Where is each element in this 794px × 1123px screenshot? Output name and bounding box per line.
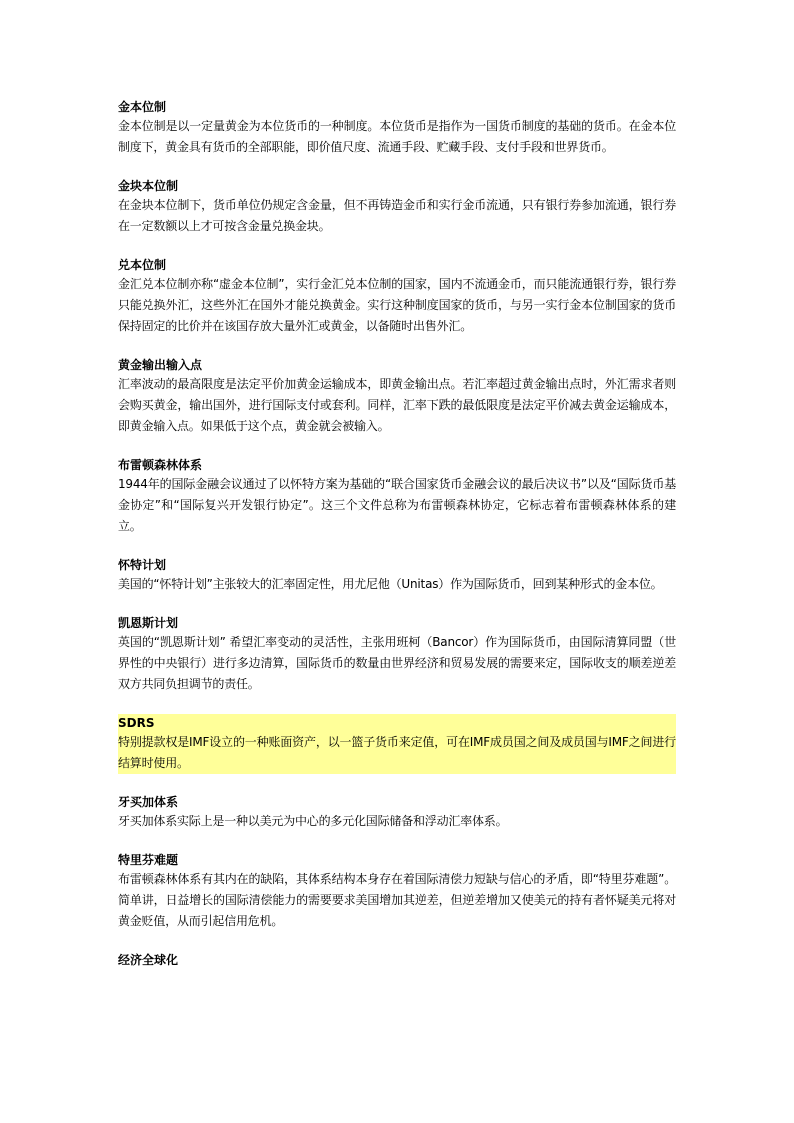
term-heading: 牙买加体系 — [118, 795, 179, 809]
term-definition: 美国的“怀特计划”主张较大的汇率固定性，用尤尼他（Unitas）作为国际货币，回到某种形式的金本位。 — [118, 577, 663, 591]
term-heading: 布雷顿森林体系 — [118, 458, 203, 472]
term-definition: 汇率波动的最高限度是法定平价加黄金运输成本，即黄金输出点。若汇率超过黄金输出点时，外汇需求者则会购买黄金，输出国外，进行国际支付或套利。同样，汇率下跌的最低限度是法定平价减去黄金运输成本，即黄金输入点。如果低于这个点，黄金就会被输入。 — [118, 377, 676, 433]
glossary-entry-globalization — [118, 951, 676, 969]
glossary-entry-triffin-dilemma — [118, 851, 676, 932]
term-definition: 金本位制是以一定量黄金为本位货币的一种制度。本位货币是指作为一国货币制度的基础的货币。在金本位制度下，黄金具有货币的全部职能，即价值尺度、流通手段、贮藏手段、支付手段和世界货币。 — [118, 119, 676, 154]
term-heading: 黄金输出输入点 — [118, 358, 203, 372]
glossary-entry-white-plan — [118, 556, 676, 595]
term-definition: 牙买加体系实际上是一种以美元为中心的多元化国际储备和浮动汇率体系。 — [118, 814, 508, 828]
glossary-entry-gold-bullion-standard — [118, 177, 676, 237]
document-page — [118, 98, 676, 988]
term-heading: 特里芬难题 — [118, 853, 179, 867]
glossary-entry-bretton-woods — [118, 456, 676, 537]
term-definition: 英国的“凯恩斯计划” 希望汇率变动的灵活性，主张用班柯（Bancor）作为国际货币，由国际清算同盟（世界性的中央银行）进行多边清算，国际货币的数量由世界经济和贸易发展的需要来定，国际收支的顺差逆差双方共同负担调节的责任。 — [118, 635, 676, 691]
glossary-entry-keynes-plan — [118, 614, 676, 695]
term-heading: 怀特计划 — [118, 558, 167, 572]
term-heading: SDRS — [118, 716, 155, 730]
glossary-entry-exchange-standard — [118, 256, 676, 337]
glossary-entry-gold-points — [118, 356, 676, 437]
term-definition: 1944年的国际金融会议通过了以怀特方案为基础的“联合国家货币金融会议的最后决议书”以及“国际货币基金协定”和“国际复兴开发银行协定”。这三个文件总称为布雷顿森林协定，它标志着布雷顿森林体系的建立。 — [118, 477, 676, 533]
term-heading: 金块本位制 — [118, 179, 179, 193]
term-heading: 经济全球化 — [118, 953, 179, 967]
term-heading: 兑本位制 — [118, 258, 167, 272]
glossary-entry-gold-standard — [118, 98, 676, 158]
glossary-entry-jamaica-system — [118, 793, 676, 832]
term-definition: 金汇兑本位制亦称“虚金本位制”，实行金汇兑本位制的国家，国内不流通金币，而只能流通银行券，银行券只能兑换外汇，这些外汇在国外才能兑换黄金。实行这种制度国家的货币，与另一实行金本位制国家的货币保持固定的比价并在该国存放大量外汇或黄金，以备随时出售外汇。 — [118, 277, 676, 333]
term-heading: 金本位制 — [118, 100, 167, 114]
glossary-entry-sdrs — [118, 714, 676, 774]
term-definition: 特别提款权是IMF设立的一种账面资产，以一篮子货币来定值，可在IMF成员国之间及成员国与IMF之间进行结算时使用。 — [118, 735, 676, 770]
term-definition: 在金块本位制下，货币单位仍规定含金量，但不再铸造金币和实行金币流通，只有银行券参加流通，银行券在一定数额以上才可按含金量兑换金块。 — [118, 198, 676, 233]
term-definition: 布雷顿森林体系有其内在的缺陷，其体系结构本身存在着国际清偿力短缺与信心的矛盾，即“特里芬难题”。简单讲，日益增长的国际清偿能力的需要要求美国增加其逆差，但逆差增加又使美元的持有者怀疑美元将对黄金贬值，从而引起信用危机。 — [118, 872, 676, 928]
term-heading: 凯恩斯计划 — [118, 616, 179, 630]
